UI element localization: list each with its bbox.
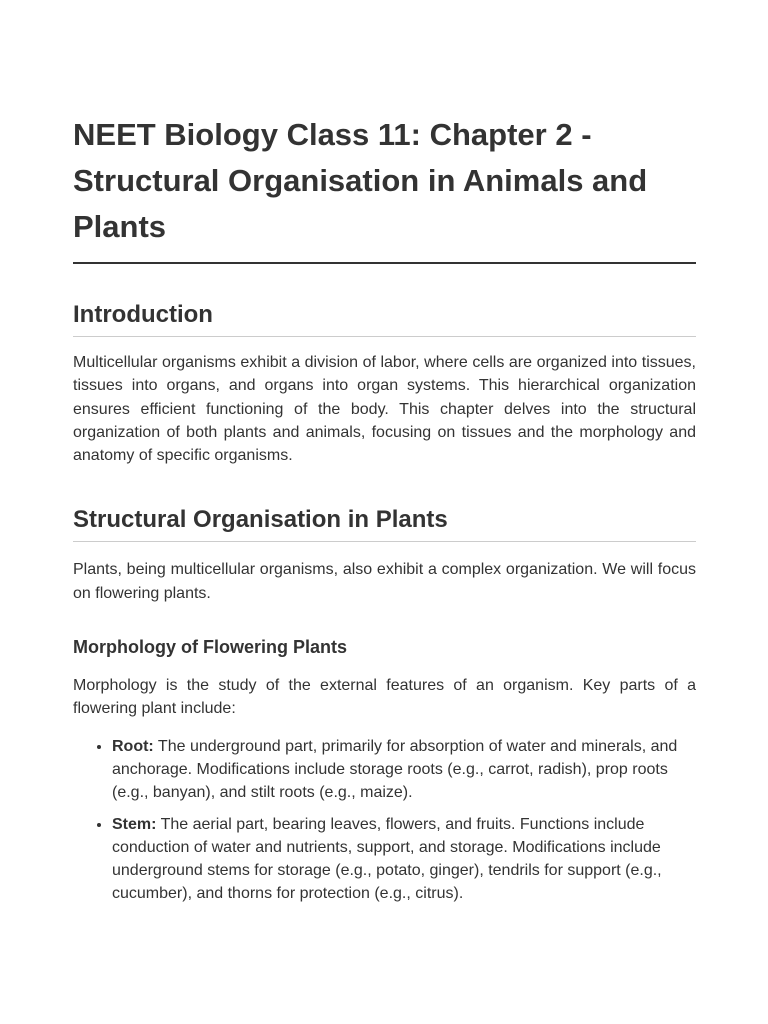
list-item-term: Root: xyxy=(112,737,154,755)
section-plants xyxy=(73,505,696,605)
section-morphology xyxy=(73,635,696,906)
page-title: NEET Biology Class 11: Chapter 2 - Structural Organisation in Animals and Plants xyxy=(73,112,696,264)
section-introduction xyxy=(73,300,696,467)
introduction-paragraph: Multicellular organisms exhibit a division of labor, where cells are organized into tissues, tissues into organs, and organs into organ systems. This hierarchical organization ensures efficient functioning of the body. This chapter delves into the structural organization of both plants and animals, focusing on tissues and the morphology and anatomy of specific organisms. xyxy=(73,354,696,465)
subsection-heading-morphology: Morphology of Flowering Plants xyxy=(73,637,347,658)
list-item-root xyxy=(112,735,696,805)
list-item-term: Stem: xyxy=(112,815,157,833)
list-item-stem xyxy=(112,813,696,906)
morphology-paragraph: Morphology is the study of the external features of an organism. Key parts of a flowering plant include: xyxy=(73,677,696,718)
section-heading-plants: Structural Organisation in Plants xyxy=(73,505,696,542)
list-item-text: The underground part, primarily for absorption of water and minerals, and anchorage. Modifications include storage roots (e.g., carrot, radish), prop roots (e.g., banyan), and stilt roots (e.g., maize). xyxy=(112,737,678,802)
section-heading-introduction: Introduction xyxy=(73,300,696,337)
plant-parts-list xyxy=(73,735,696,906)
plants-paragraph: Plants, being multicellular organisms, also exhibit a complex organization. We will focus on flowering plants. xyxy=(73,561,696,602)
list-item-text: The aerial part, bearing leaves, flowers, and fruits. Functions include conduction of water and nutrients, support, and storage. Modifications include underground stems for storage (e.g., potato, ginger), tendrils for support (e.g., cucumber), and thorns for protection (e.g., citrus). xyxy=(112,815,662,903)
